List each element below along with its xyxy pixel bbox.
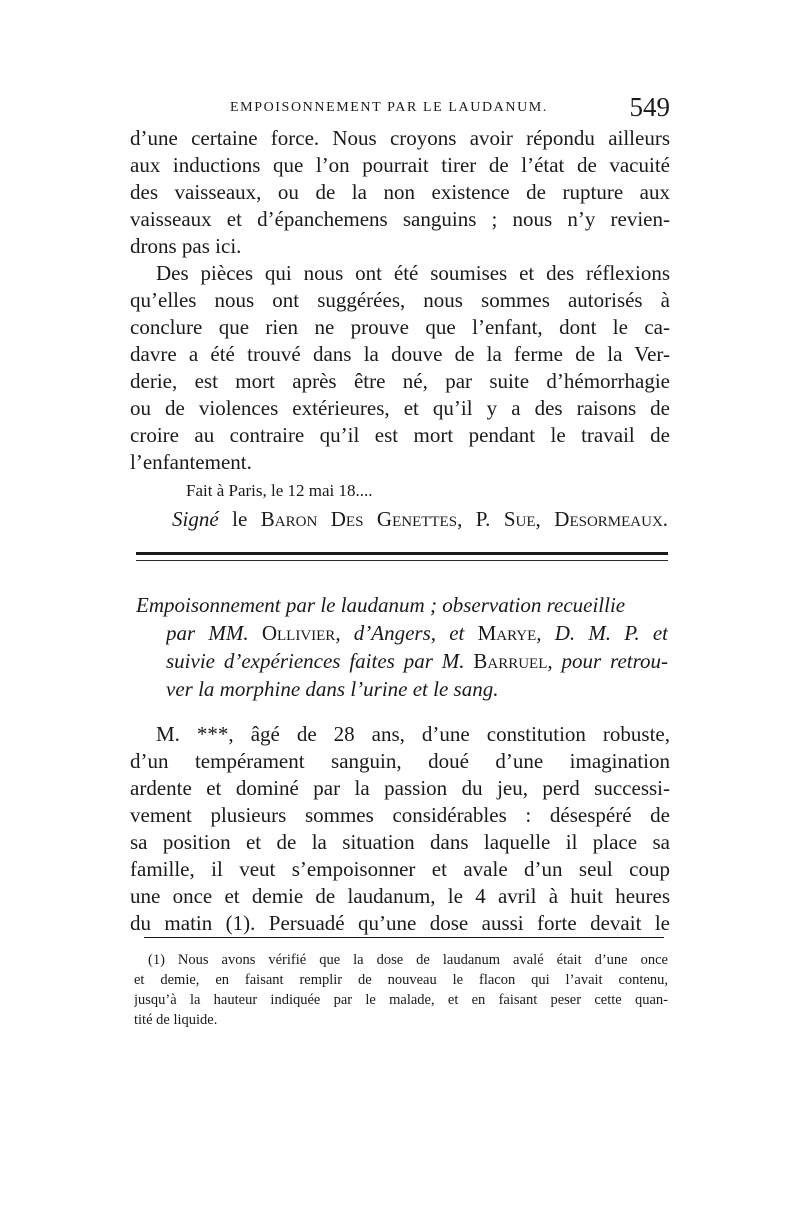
title-text: Empoisonnement par le laudanum ; observation recueillie	[136, 593, 626, 617]
signatory-name: Desormeaux.	[554, 507, 669, 531]
text-line: aux inductions que l’on pourrait tirer de l’état de vacuité	[130, 153, 670, 177]
author-name: Barruel	[473, 649, 548, 673]
signatory-name: Baron Des Genettes	[260, 507, 458, 531]
text-line: derie, est mort après être né, par suite d’hémorrhagie	[130, 369, 670, 393]
title-text: , pour retrou-	[547, 649, 668, 673]
article-title-line	[166, 676, 668, 702]
text-line: famille, il veut s’empoisonner et avale d’un seul coup	[130, 857, 670, 881]
text-line: du matin (1). Persuadé qu’une dose aussi forte devait le	[130, 911, 670, 935]
text-line: d’une certaine force. Nous croyons avoir répondu ailleurs	[130, 126, 670, 150]
article-title-line	[166, 648, 668, 674]
text-line: une once et demie de laudanum, le 4 avril à huit heures	[130, 884, 670, 908]
section-divider-thick	[136, 552, 668, 555]
text-line: M. ***, âgé de 28 ans, d’une constitution robuste,	[156, 722, 670, 746]
title-text: ver la morphine dans l’urine et le sang.	[166, 677, 499, 701]
title-text: suivie d’expériences faites par M.	[166, 649, 465, 673]
author-name: Marye	[477, 621, 537, 645]
title-text: , D. M. P. et	[536, 621, 668, 645]
signature-names: Signé le Baron Des Genettes, P. Sue, Desormeaux.	[172, 507, 669, 531]
text-line: l’enfantement.	[130, 450, 252, 474]
signature-place-date: Fait à Paris, le 12 mai 18....	[186, 481, 373, 500]
text-line: vaisseaux et d’épanchemens sanguins ; nous n’y revien-	[130, 207, 670, 231]
text-line: conclure que rien ne prouve que l’enfant, dont le ca-	[130, 315, 670, 339]
text-line: davre a été trouvé dans la douve de la ferme de la Ver-	[130, 342, 670, 366]
section-divider-thin	[136, 560, 668, 561]
text-line: sa position et de la situation dans laquelle il place sa	[130, 830, 670, 854]
text-line: qu’elles nous ont suggérées, nous sommes autorisés à	[130, 288, 670, 312]
text-line: des vaisseaux, ou de la non existence de rupture aux	[130, 180, 670, 204]
signatory-name: P. Sue	[475, 507, 536, 531]
footnote-rule	[144, 937, 664, 938]
text-line: d’un tempérament sanguin, doué d’une imagination	[130, 749, 670, 773]
running-head	[130, 92, 670, 126]
signature-signe: Signé	[172, 507, 219, 531]
text-line: vement plusieurs sommes considérables : désespéré de	[130, 803, 670, 827]
running-title: EMPOISONNEMENT PAR LE LAUDANUM.	[230, 100, 548, 115]
signature-le: le	[232, 507, 248, 531]
text-line: ou de violences extérieures, et qu’il y a des raisons de	[130, 396, 670, 420]
author-name: Ollivier	[261, 621, 336, 645]
page-number: 549	[629, 92, 670, 122]
article-title-line	[136, 592, 668, 618]
footnote-line: tité de liquide.	[134, 1012, 218, 1028]
text-line: croire au contraire qu’il est mort pendant le travail de	[130, 423, 670, 447]
title-text: , d’Angers, et	[335, 621, 465, 645]
footnote-line: (1) Nous avons vérifié que la dose de laudanum avalé était d’une once	[148, 952, 668, 968]
footnote-line: et demie, en faisant remplir de nouveau le flacon qui l’avait contenu,	[134, 972, 668, 988]
title-text: par MM.	[166, 621, 249, 645]
footnote-line: jusqu’à la hauteur indiquée par le malade, et en faisant peser cette quan-	[134, 992, 668, 1008]
text-line: ardente et dominé par la passion du jeu, perd successi-	[130, 776, 670, 800]
text-line: drons pas ici.	[130, 234, 242, 258]
text-line: Des pièces qui nous ont été soumises et des réflexions	[156, 261, 670, 285]
article-title-line	[166, 620, 668, 646]
